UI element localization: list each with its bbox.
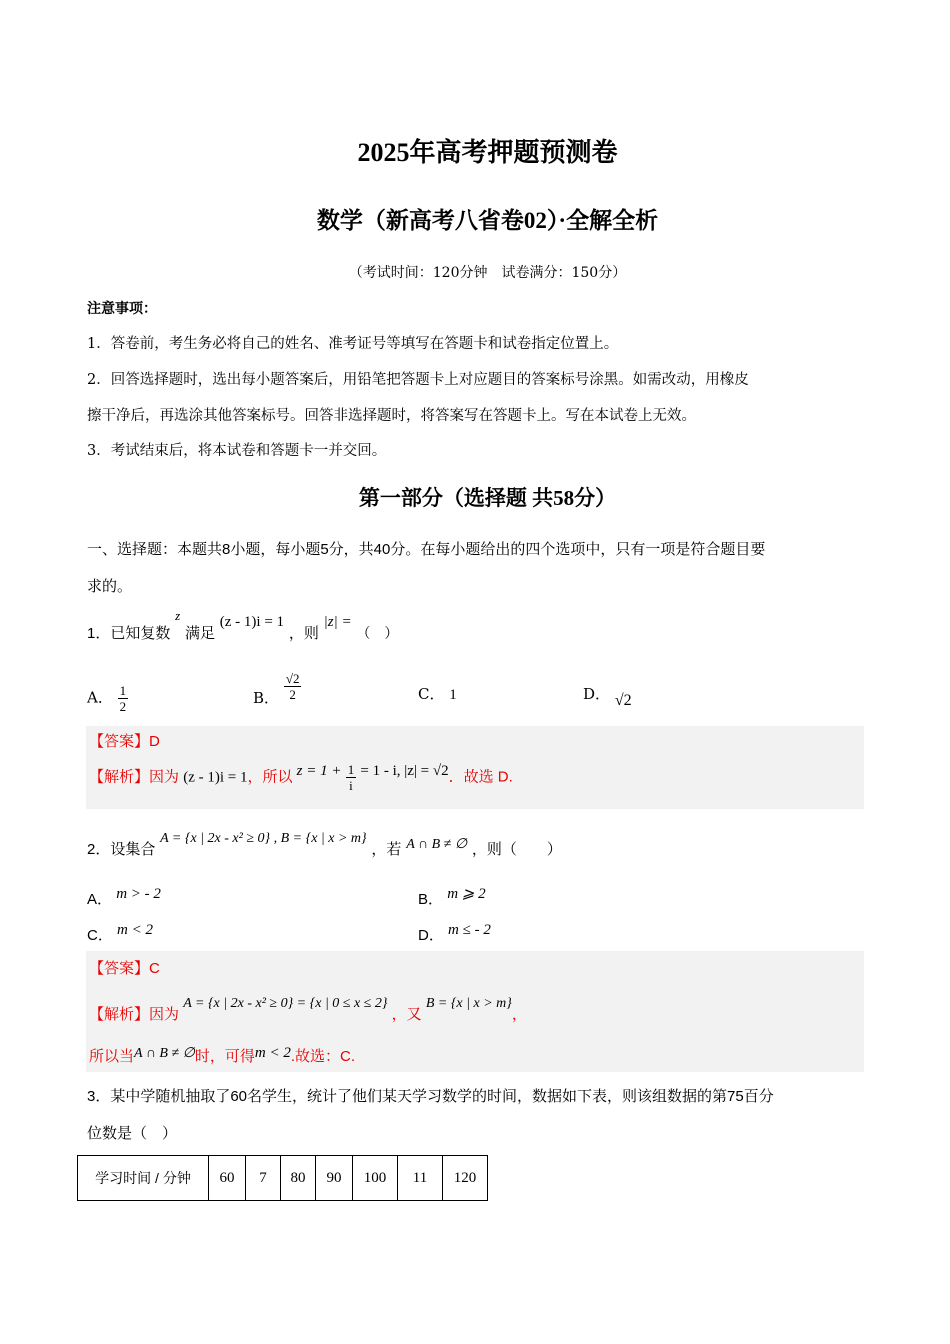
q2-analysis-comma: ， — [511, 1006, 527, 1023]
q2-mid: ，若 — [371, 841, 402, 858]
q1-option-b — [253, 671, 301, 707]
q1-solution-box — [86, 726, 864, 809]
q2-option-a — [87, 884, 161, 908]
table-cell: 120 — [443, 1156, 488, 1201]
q1-analysis-pre: 因为 — [149, 768, 180, 786]
q2-prefix: 2．设集合 — [87, 841, 156, 858]
notice-item-3: 3．考试结束后，将本试卷和答题卡一并交回。 — [87, 443, 387, 459]
q1-analysis-expr1: z = 1 + — [296, 763, 342, 780]
q1-option-b-fraction: $\frac{√2}{2}$ — [285, 671, 300, 702]
q2-answer — [89, 957, 160, 978]
q1-prefix: 1．已知复数 — [87, 625, 171, 642]
q2-analysis-label: 【解析】 — [89, 1006, 150, 1023]
table-row — [78, 1156, 488, 1201]
q1-analysis-mid: ，所以 — [247, 768, 293, 786]
q2-solution-box — [86, 951, 864, 1072]
q3-data-table — [77, 1155, 488, 1201]
q1-ask: |z| = — [323, 614, 352, 630]
q1-analysis-end: ．故选 D. — [448, 768, 513, 786]
q2-analysis-line2-end: .故选：C. — [290, 1048, 356, 1065]
q1-analysis — [89, 762, 513, 793]
notice-item-2: 2．回答选择题时，选出每小题答案后，用铅笔把答题卡上对应题目的答案标号涂黑。如需改动，用橡皮 — [87, 372, 749, 388]
q1-option-d-value: √2 — [614, 692, 632, 709]
q1-answer — [89, 730, 160, 751]
q2-analysis-line2-res: m < 2 — [254, 1045, 291, 1061]
q2-option-c — [87, 920, 153, 944]
q2-analysis-line2-mid: 时，可得 — [194, 1048, 255, 1065]
q1-analysis-expr2: = 1 - i, |z| = √2 — [360, 763, 449, 780]
table-cell: 60 — [209, 1156, 246, 1201]
q2-option-d — [418, 920, 491, 944]
q2-analysis-expr1: A = {x | 2x - x² ≥ 0} = {x | 0 ≤ x ≤ 2} — [183, 996, 388, 1011]
table-header-cell: 学习时间 / 分钟 — [78, 1156, 209, 1201]
q2-then: ，则（ ） — [471, 841, 562, 858]
paper-subtitle: 数学（新高考八省卷02）·全解全析 — [316, 208, 659, 233]
q2-option-c-label: C． — [87, 927, 113, 944]
q1-answer-value: D — [149, 733, 160, 750]
q1-option-a-label: A． — [87, 688, 113, 707]
q1-option-c — [418, 683, 457, 704]
q2-option-a-label: A． — [87, 891, 113, 908]
q2-analysis-line2 — [89, 1045, 355, 1066]
q2-condition: A ∩ B ≠ ∅ — [406, 837, 468, 852]
q1-option-c-label: C． — [418, 685, 445, 703]
q2-analysis-line2-cond: A ∩ B ≠ ∅ — [134, 1046, 195, 1061]
q2-option-d-value: m ≤ - 2 — [448, 922, 491, 938]
table-cell: 90 — [316, 1156, 353, 1201]
q1-option-a-fraction: $\frac{1}{2}$ — [119, 683, 127, 714]
paper-title: 2025年高考押题预测卷 — [357, 138, 618, 167]
q2-option-a-value: m > - 2 — [116, 886, 161, 902]
q1-condition: (z - 1)i = 1 — [219, 614, 285, 630]
table-cell: 80 — [281, 1156, 316, 1201]
q1-analysis-condition: (z - 1)i = 1 — [183, 769, 248, 786]
q1-option-a — [87, 683, 128, 714]
q1-option-c-value: 1 — [449, 687, 457, 703]
q2-sets: A = {x | 2x - x² ≥ 0} , B = {x | x > m} — [160, 831, 367, 846]
table-cell: 100 — [353, 1156, 398, 1201]
q1-paren: （ ） — [356, 625, 399, 641]
q2-analysis-line2-pre: 所以当 — [89, 1048, 135, 1065]
q2-answer-value: C — [149, 960, 160, 977]
section-intro-line1: 一、选择题：本题共8小题，每小题5分，共40分。在每小题给出的四个选项中，只有一项是符合题目要 — [87, 541, 766, 558]
q1-option-b-label: B． — [253, 688, 280, 707]
notice-item-1: 1．答卷前，考生务必将自己的姓名、准考证号等填写在答题卡和试卷指定位置上。 — [87, 336, 619, 352]
q1-var: z — [175, 608, 181, 623]
table-cell: 7 — [246, 1156, 281, 1201]
q2-option-d-label: D． — [418, 927, 444, 944]
notice-heading: 注意事项： — [87, 301, 157, 317]
question-1 — [87, 606, 398, 646]
q1-option-d-label: D． — [583, 685, 611, 703]
q2-analysis-expr2: B = {x | x > m} — [425, 996, 512, 1011]
q2-analysis-mid: ，又 — [391, 1006, 422, 1023]
table-cell: 11 — [398, 1156, 443, 1201]
section-heading: 第一部分（选择题 共58分） — [358, 486, 617, 510]
q2-analysis-pre: 因为 — [149, 1006, 180, 1023]
q1-option-d — [583, 683, 632, 709]
notice-item-2-cont: 擦干净后，再选涂其他答案标号。回答非选择题时，将答案写在答题卡上。写在本试卷上无效。 — [87, 408, 696, 424]
q1-analysis-fraction: $\frac{1}{i}$ — [347, 762, 355, 793]
q1-answer-label: 【答案】 — [89, 733, 150, 750]
q3-line2: 位数是（ ） — [87, 1125, 178, 1142]
q2-analysis-line1 — [89, 991, 527, 1023]
question-2 — [87, 826, 562, 858]
q2-option-b — [418, 884, 486, 908]
q1-then: ，则 — [288, 625, 319, 642]
q1-mid: 满足 — [184, 625, 215, 642]
q2-option-c-value: m < 2 — [117, 922, 153, 938]
q2-answer-label: 【答案】 — [89, 960, 150, 977]
q1-analysis-label: 【解析】 — [89, 768, 150, 786]
section-intro-line2: 求的。 — [87, 578, 133, 595]
exam-info: （考试时间：120分钟 试卷满分：150分） — [348, 265, 627, 281]
q3-line1: 3．某中学随机抽取了60名学生，统计了他们某天学习数学的时间，数据如下表，则该组数据的第75百分 — [87, 1088, 774, 1105]
q2-option-b-label: B． — [418, 891, 444, 908]
q2-option-b-value: m ⩾ 2 — [447, 886, 486, 902]
